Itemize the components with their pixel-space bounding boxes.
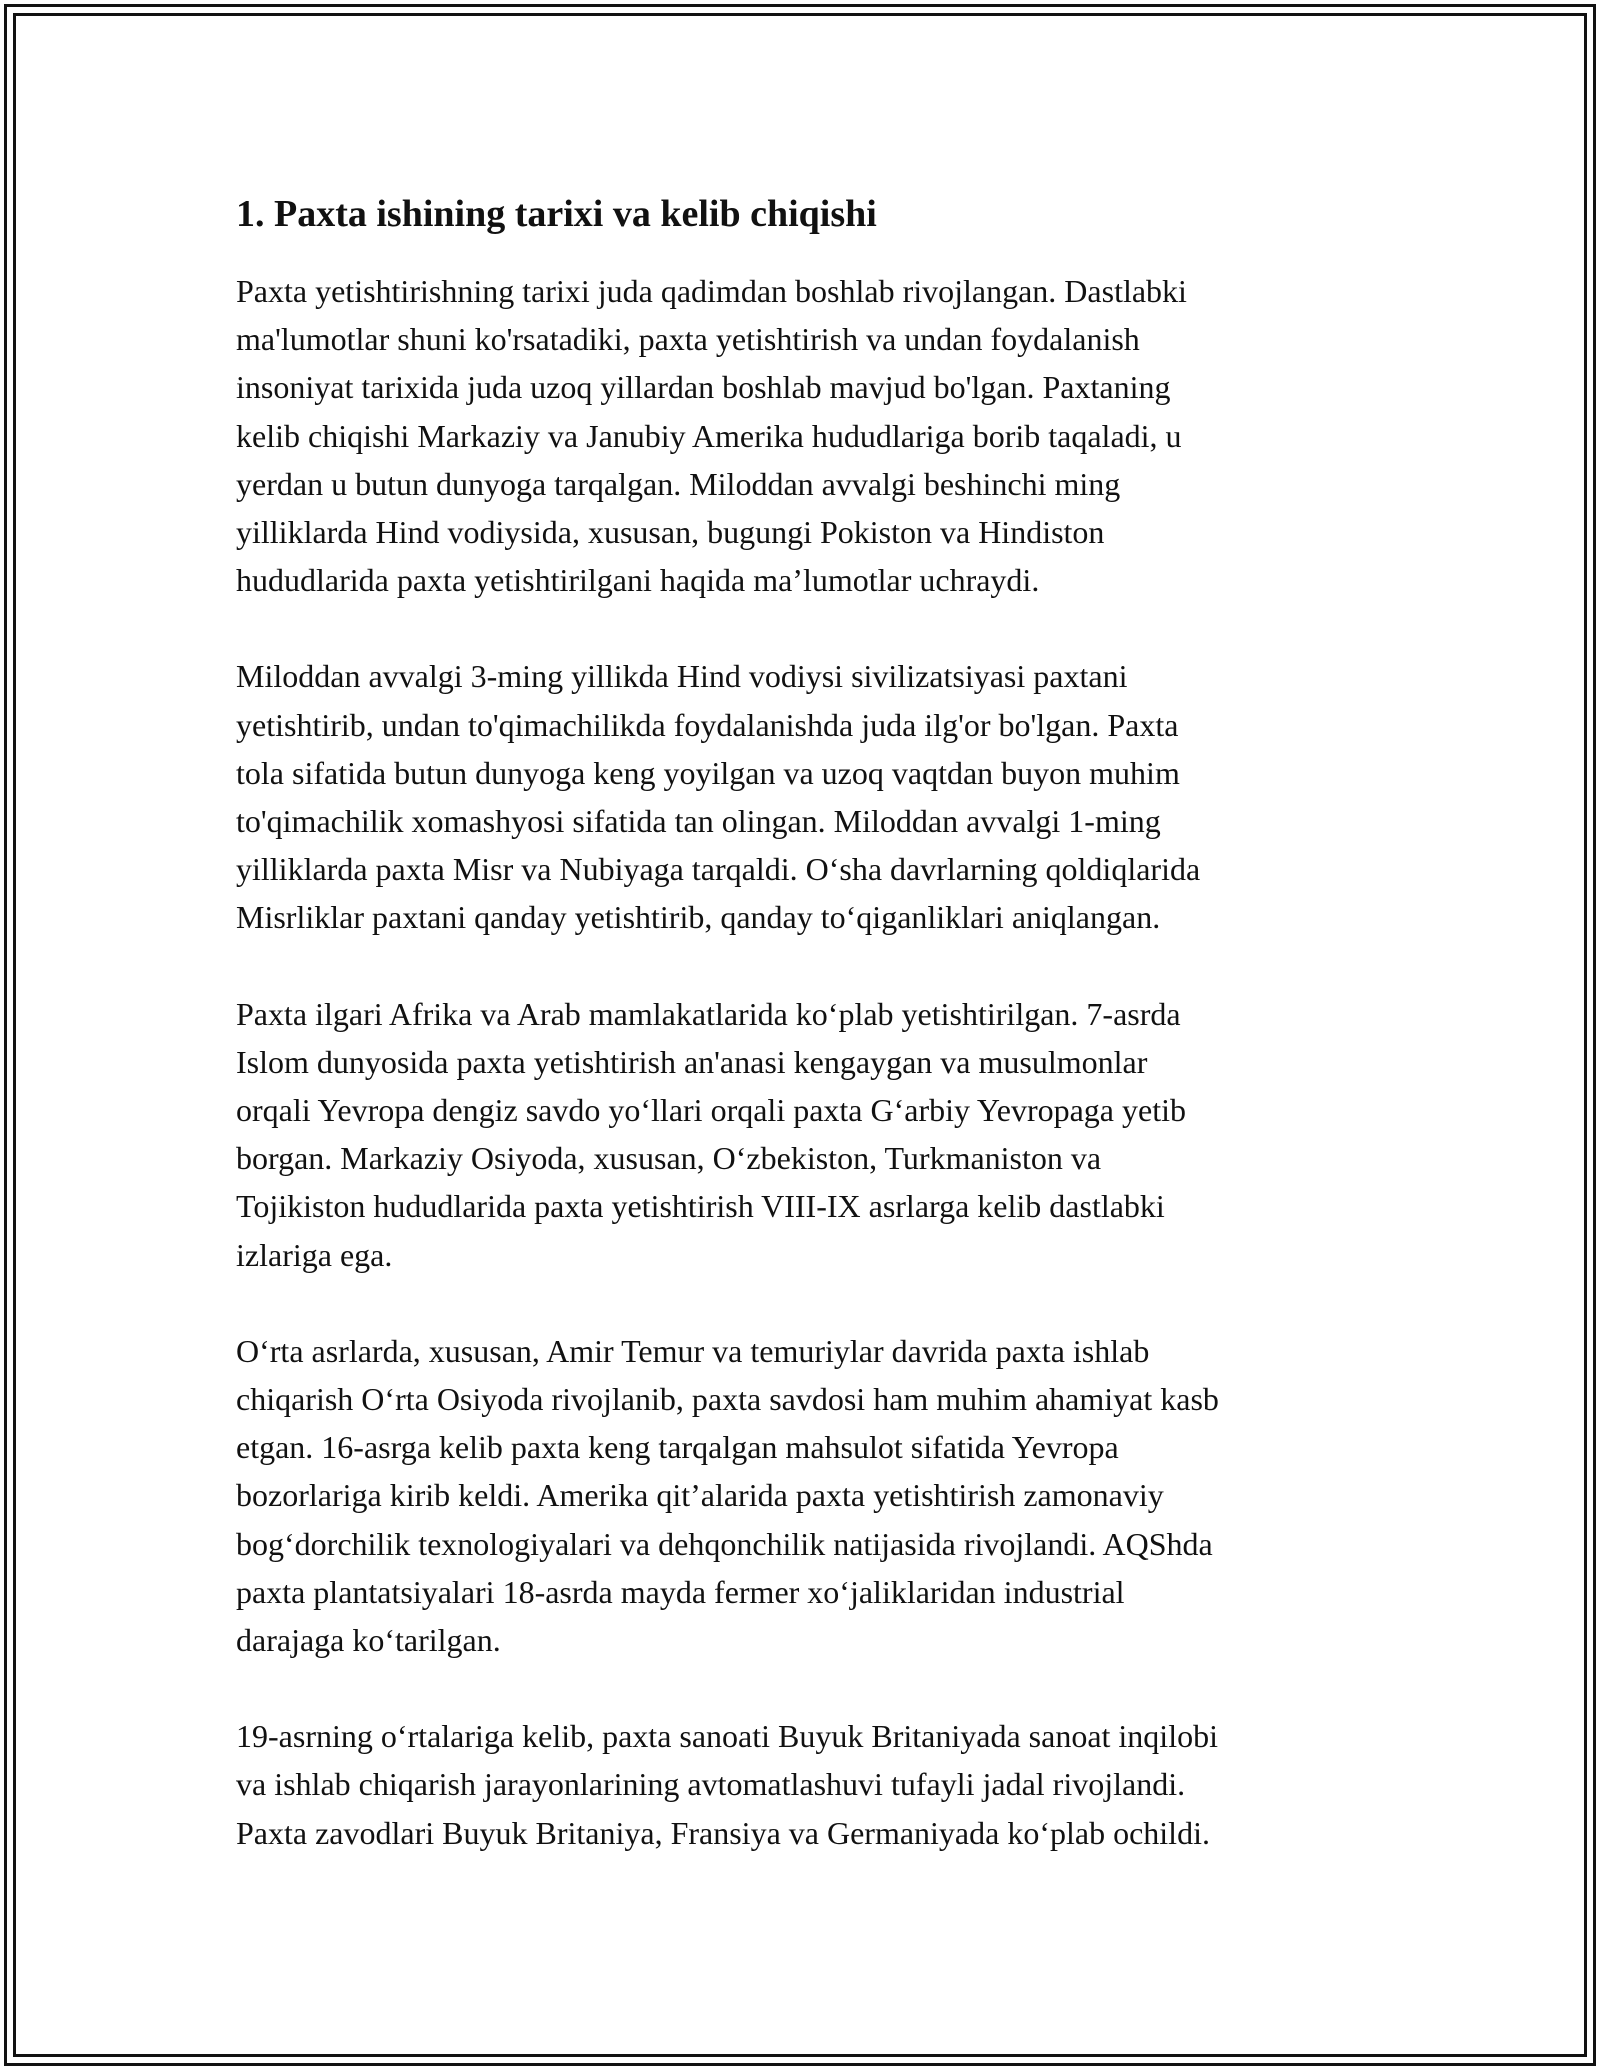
text-line: insoniyat tarixida juda uzoq yillardan boshlab mavjud bo'lgan. Paxtaning <box>236 369 1171 406</box>
paragraph-3 <box>236 990 1396 1279</box>
text-line: O‘rta asrlarda, xususan, Amir Temur va temuriylar davrida paxta ishlab <box>236 1332 1150 1369</box>
text-line: to'qimachilik xomashyosi sifatida tan olingan. Miloddan avvalgi 1-ming <box>236 803 1161 840</box>
text-line: Tojikiston hududlarida paxta yetishtirish VIII-IX asrlarga kelib dastlabki <box>236 1188 1165 1225</box>
document-body <box>236 186 1396 1905</box>
paragraph-4 <box>236 1327 1396 1664</box>
page-title: 1. Paxta ishining tarixi va kelib chiqishi <box>236 193 877 235</box>
text-line: Islom dunyosida paxta yetishtirish an'anasi kengaygan va musulmonlar <box>236 1043 1148 1080</box>
paragraph-2 <box>236 652 1396 941</box>
text-line: hududlarida paxta yetishtirilgani haqida ma’lumotlar uchraydi. <box>236 562 1040 599</box>
text-line: ma'lumotlar shuni ko'rsatadiki, paxta yetishtirish va undan foydalanish <box>236 321 1140 358</box>
text-line: Misrliklar paxtani qanday yetishtirib, qanday to‘qiganliklari aniqlangan. <box>236 899 1161 936</box>
paragraph-5 <box>236 1712 1396 1857</box>
text-line: orqali Yevropa dengiz savdo yo‘llari orqali paxta G‘arbiy Yevropaga yetib <box>236 1092 1186 1129</box>
text-line: etgan. 16-asrga kelib paxta keng tarqalgan mahsulot sifatida Yevropa <box>236 1429 1119 1466</box>
paragraph-1 <box>236 267 1396 604</box>
text-line: bozorlariga kirib keldi. Amerika qit’alarida paxta yetishtirish zamonaviy <box>236 1477 1164 1514</box>
text-line: 19-asrning o‘rtalariga kelib, paxta sanoati Buyuk Britaniyada sanoat inqilobi <box>236 1718 1218 1755</box>
text-line: chiqarish O‘rta Osiyoda rivojlanib, paxta savdosi ham muhim ahamiyat kasb <box>236 1381 1219 1418</box>
text-line: izlariga ega. <box>236 1236 393 1273</box>
text-line: Paxta ilgari Afrika va Arab mamlakatlarida ko‘plab yetishtirilgan. 7-asrda <box>236 995 1181 1032</box>
text-line: Paxta yetishtirishning tarixi juda qadimdan boshlab rivojlangan. Dastlabki <box>236 273 1187 309</box>
text-line: yerdan u butun dunyoga tarqalgan. Miloddan avvalgi beshinchi ming <box>236 465 1121 502</box>
text-line: tola sifatida butun dunyoga keng yoyilgan va uzoq vaqtdan buyon muhim <box>236 754 1180 791</box>
text-line: yetishtirib, undan to'qimachilikda foydalanishda juda ilg'or bo'lgan. Paxta <box>236 706 1179 743</box>
text-line: Miloddan avvalgi 3-ming yillikda Hind vodiysi sivilizatsiyasi paxtani <box>236 658 1128 695</box>
text-line: kelib chiqishi Markaziy va Janubiy Amerika hududlariga borib taqaladi, u <box>236 417 1182 454</box>
text-line: va ishlab chiqarish jarayonlarining avtomatlashuvi tufayli jadal rivojlandi. <box>236 1766 1186 1803</box>
text-line: yilliklarda Hind vodiysida, xususan, bugungi Pokiston va Hindiston <box>236 514 1105 551</box>
text-line: yilliklarda paxta Misr va Nubiyaga tarqaldi. O‘sha davrlarning qoldiqlarida <box>236 851 1201 888</box>
text-line: paxta plantatsiyalari 18-asrda mayda fermer xo‘jaliklaridan industrial <box>236 1573 1125 1610</box>
text-line: borgan. Markaziy Osiyoda, xususan, O‘zbekiston, Turkmaniston va <box>236 1140 1102 1177</box>
text-line: bog‘dorchilik texnologiyalari va dehqonchilik natijasida rivojlandi. AQShda <box>236 1525 1213 1562</box>
text-line: Paxta zavodlari Buyuk Britaniya, Fransiya va Germaniyada ko‘plab ochildi. <box>236 1814 1210 1851</box>
text-line: darajaga ko‘tarilgan. <box>236 1622 501 1659</box>
